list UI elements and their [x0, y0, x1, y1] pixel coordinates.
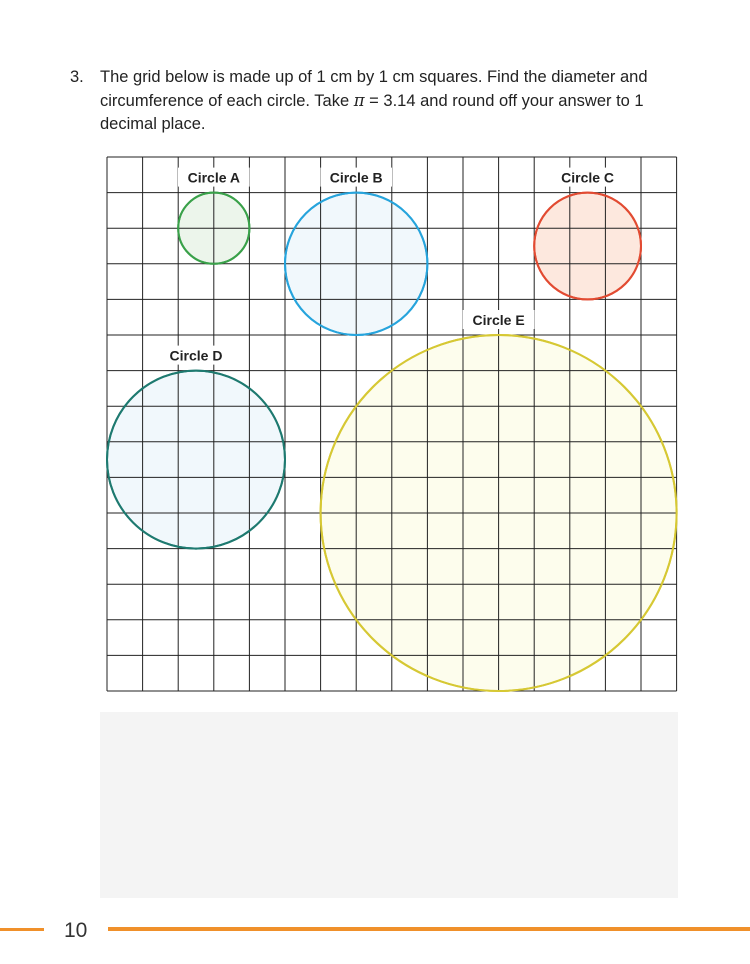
- pi-symbol: π: [353, 91, 365, 110]
- circle-a-label: Circle A: [187, 169, 240, 186]
- footer-line-left: [0, 928, 44, 931]
- page-number: 10: [64, 919, 88, 942]
- answer-box[interactable]: [100, 712, 678, 898]
- circle-d-label: Circle D: [169, 347, 223, 364]
- question-text-part-1: The grid below is made up of 1 cm by 1 cm squares. Find the diameter and circumference of each circle. Take: [100, 68, 648, 110]
- circle-c-label: Circle C: [561, 169, 615, 186]
- circle-b-label: Circle B: [329, 169, 383, 186]
- circle-e-label: Circle E: [472, 312, 525, 328]
- question-text-part-2: = 3.14 and round off your answer to 1 decimal place.: [100, 92, 644, 133]
- question-number: 3.: [70, 68, 84, 86]
- footer-line-right: [108, 927, 750, 931]
